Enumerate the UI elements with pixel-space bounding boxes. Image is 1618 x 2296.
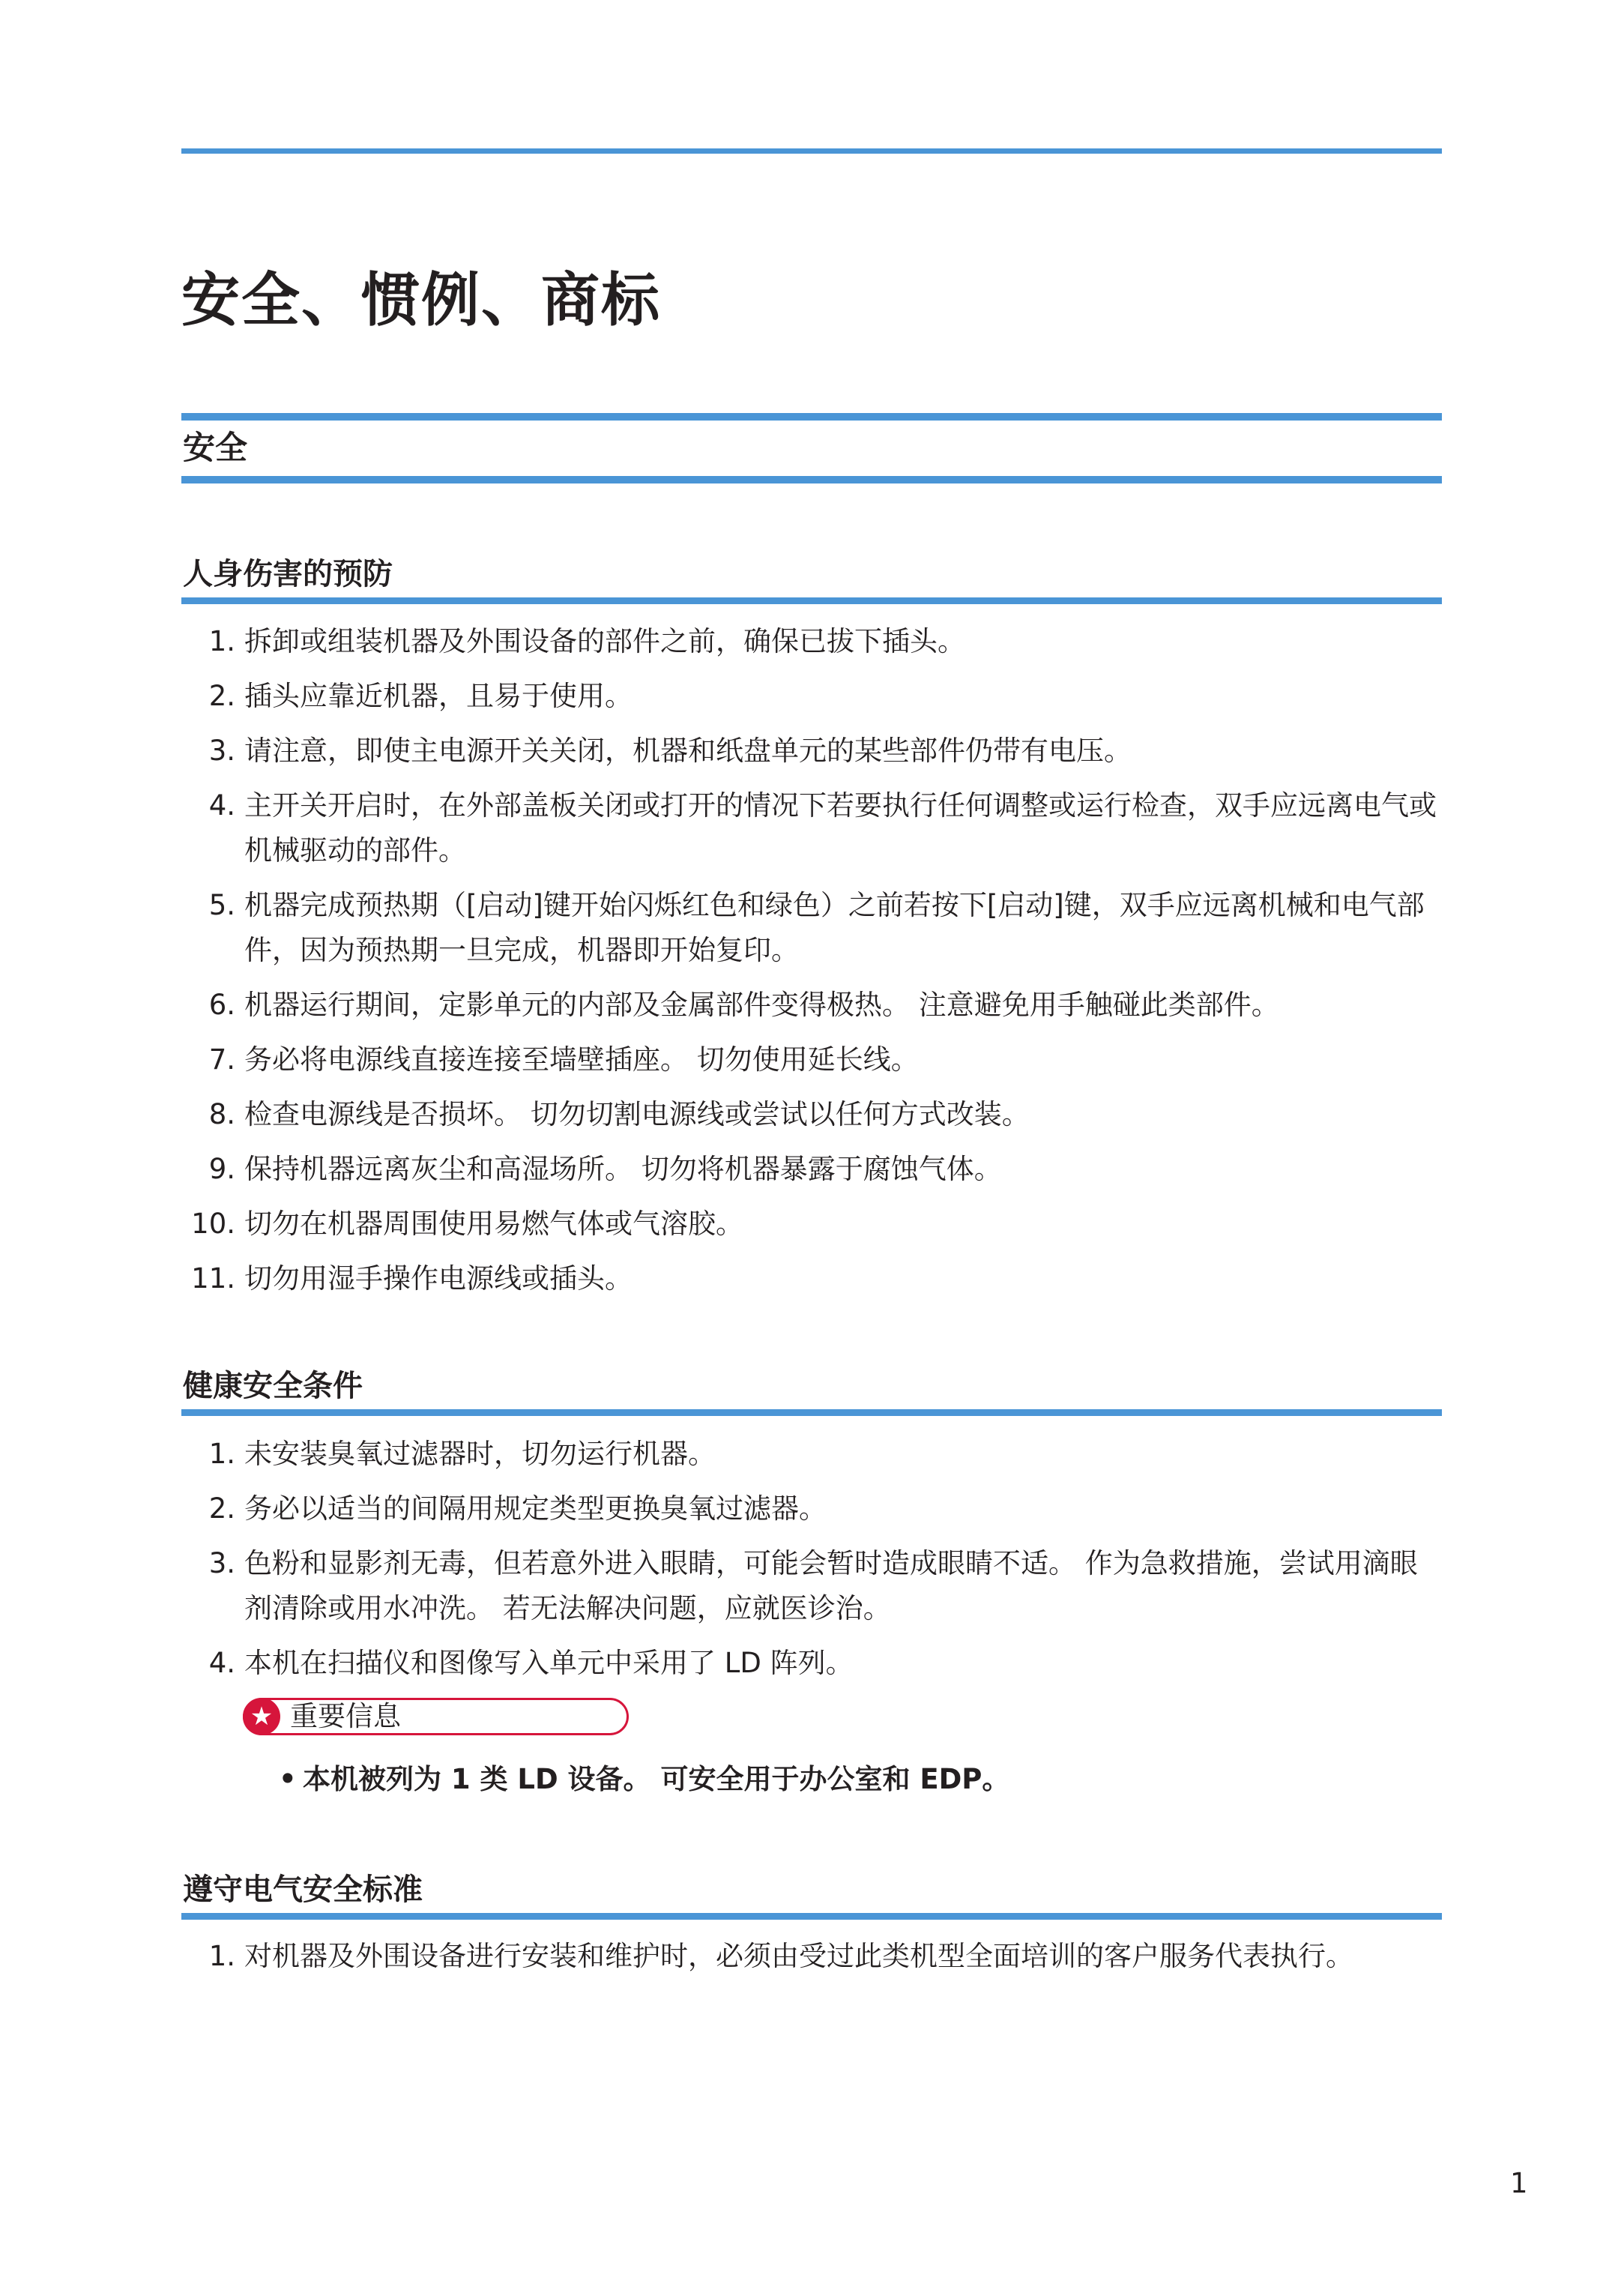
- item-text: 务必以适当的间隔用规定类型更换臭氧过滤器。: [244, 1492, 827, 1525]
- subsection-health-safety: [181, 1364, 1442, 1416]
- item-text: 检查电源线是否损坏。 切勿切割电源线或尝试以任何方式改装。: [244, 1098, 1030, 1130]
- list-health-safety: [181, 1432, 1442, 1696]
- item-number: 3.: [208, 735, 235, 767]
- subsection-rule: [181, 1913, 1442, 1920]
- subsection-title: 人身伤害的预防: [183, 557, 393, 591]
- bullet-text: 本机被列为 1 类 LD 设备。 可安全用于办公室和 EDP。: [303, 1763, 1010, 1795]
- section-rule-top: [181, 413, 1442, 421]
- item-text: 未安装臭氧过滤器时，切勿运行机器。: [244, 1438, 716, 1470]
- item-text: 插头应靠近机器，且易于使用。: [244, 680, 633, 712]
- list-item: [181, 1147, 1442, 1192]
- list-item: [181, 1541, 1442, 1631]
- page-number: 1: [1510, 2167, 1528, 2199]
- item-number: 3.: [208, 1547, 235, 1579]
- item-number: 1.: [208, 625, 235, 657]
- subsection-title: 遵守电气安全标准: [183, 1872, 423, 1907]
- section-title: 安全: [183, 430, 247, 467]
- item-text: 主开关开启时，在外部盖板关闭或打开的情况下若要执行任何调整或运行检查，双手应远离电气或机械驱动的部件。: [244, 789, 1437, 867]
- important-bullet: [279, 1757, 1009, 1802]
- important-note: [243, 1698, 629, 1735]
- list-item: [181, 674, 1442, 719]
- subsection-rule: [181, 1409, 1442, 1416]
- item-number: 2.: [208, 1492, 235, 1525]
- section-rule-bottom: [181, 476, 1442, 483]
- item-text: 切勿用湿手操作电源线或插头。: [244, 1262, 633, 1295]
- list-electrical-safety: [181, 1934, 1442, 1989]
- item-number: 1.: [208, 1940, 235, 1972]
- item-text: 切勿在机器周围使用易燃气体或气溶胶。: [244, 1208, 743, 1240]
- item-number: 2.: [208, 680, 235, 712]
- item-text: 本机在扫描仪和图像写入单元中采用了 LD 阵列。: [244, 1647, 854, 1679]
- list-item: [181, 1202, 1442, 1247]
- list-item: [181, 1486, 1442, 1531]
- list-item: [181, 883, 1442, 973]
- list-item: [181, 1092, 1442, 1137]
- item-number: 9.: [208, 1153, 235, 1185]
- item-number: 10.: [191, 1208, 235, 1240]
- list-item: [181, 1641, 1442, 1686]
- item-text: 机器完成预热期（[启动]键开始闪烁红色和绿色）之前若按下[启动]键，双手应远离机械和电气部件，因为预热期一旦完成，机器即开始复印。: [244, 889, 1425, 966]
- subsection-rule: [181, 597, 1442, 604]
- subsection-title: 健康安全条件: [183, 1369, 363, 1403]
- item-number: 4.: [208, 789, 235, 822]
- list-item: [181, 1256, 1442, 1301]
- item-text: 请注意，即使主电源开关关闭，机器和纸盘单元的某些部件仍带有电压。: [244, 735, 1132, 767]
- list-item: [181, 1432, 1442, 1477]
- chapter-title: 安全、惯例、商标: [181, 267, 662, 334]
- bullet-icon: •: [279, 1763, 297, 1795]
- list-item: [181, 729, 1442, 774]
- important-label: 重要信息: [290, 1700, 401, 1732]
- item-number: 8.: [208, 1098, 235, 1130]
- item-number: 7.: [208, 1043, 235, 1076]
- list-injury-prevention: [181, 619, 1442, 1311]
- item-number: 4.: [208, 1647, 235, 1679]
- section-header: [181, 413, 1442, 483]
- list-item: [181, 619, 1442, 664]
- top-rule: [181, 148, 1442, 154]
- item-number: 6.: [208, 989, 235, 1021]
- list-item: [181, 783, 1442, 873]
- star-icon: ★: [243, 1698, 280, 1735]
- item-number: 5.: [208, 889, 235, 921]
- item-text: 拆卸或组装机器及外围设备的部件之前，确保已拔下插头。: [244, 625, 965, 657]
- item-text: 保持机器远离灰尘和高湿场所。 切勿将机器暴露于腐蚀气体。: [244, 1153, 1002, 1185]
- item-number: 11.: [191, 1262, 235, 1295]
- list-item: [181, 983, 1442, 1028]
- item-text: 对机器及外围设备进行安装和维护时，必须由受过此类机型全面培训的客户服务代表执行。: [244, 1940, 1353, 1972]
- subsection-injury-prevention: [181, 552, 1442, 604]
- item-text: 色粉和显影剂无毒，但若意外进入眼睛，可能会暂时造成眼睛不适。 作为急救措施，尝试用滴眼剂清除或用水冲洗。 若无法解决问题，应就医诊治。: [244, 1547, 1418, 1624]
- list-item: [181, 1934, 1442, 1979]
- subsection-electrical-safety: [181, 1868, 1442, 1920]
- list-item: [181, 1037, 1442, 1082]
- item-number: 1.: [208, 1438, 235, 1470]
- item-text: 机器运行期间，定影单元的内部及金属部件变得极热。 注意避免用手触碰此类部件。: [244, 989, 1279, 1021]
- item-text: 务必将电源线直接连接至墙壁插座。 切勿使用延长线。: [244, 1043, 919, 1076]
